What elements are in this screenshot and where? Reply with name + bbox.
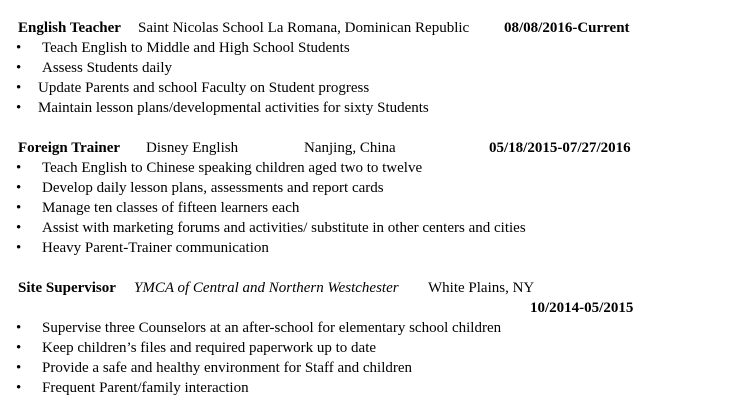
job-3-dates: 10/2014-05/2015 (530, 300, 634, 316)
bullet-icon: • (16, 320, 22, 336)
bullet-icon: • (16, 60, 22, 76)
job-1-employer: Saint Nicolas School La Romana, Dominican Republic (138, 20, 470, 36)
bullet-icon: • (16, 220, 22, 236)
bullet-icon: • (16, 360, 22, 376)
resume-experience-section: English Teacher Saint Nicolas School La Romana, Dominican Republic 08/08/2016-Current • Teach English to Middle and High School Students • Assess Students daily • Update Parents and school Faculty on Student progress • Maintain lesson plans/developmental activities for sixty Students Foreign Trainer Disney English Nanjing, China 05/18/2015-07/27/2016 • Teach English to Chinese speaking children aged two to twelve • Develop daily lesson plans, assessments and report cards • Manage ten classes of fifteen learners each • Assist with marketing forums and activities/ substitute in other centers and cities • Heavy Parent-Trainer communication Site Supervisor YMCA of Central and Northern Westchester White Plains, NY 10/2014-05/2015 • Supervise three Counselors at an after-school for elementary school children • Keep children’s files and required paperwork up to date • Provide a safe and healthy environment for Staff and children • Frequent Parent/family interaction (16, 20, 634, 396)
bullet-icon: • (16, 380, 22, 396)
job-3-title: Site Supervisor (18, 280, 116, 296)
job-1-dates: 08/08/2016-Current (504, 20, 630, 36)
bullet-icon: • (16, 40, 22, 56)
bullet-icon: • (16, 180, 22, 196)
job-1-title: English Teacher (18, 20, 121, 36)
job-1-header (18, 18, 121, 38)
bullet-icon: • (16, 200, 22, 216)
bullet-icon: • (16, 340, 22, 356)
bullet-icon: • (16, 100, 22, 116)
job-2-title: Foreign Trainer (18, 140, 121, 156)
job-3-employer: YMCA of Central and Northern Westchester (134, 280, 399, 296)
job-2-employer: Disney English (146, 140, 239, 156)
bullet-icon: • (16, 160, 22, 176)
job-2-location: Nanjing, China (304, 140, 396, 156)
bullet-icon: • (16, 80, 22, 96)
bullet-icon: • (16, 240, 22, 256)
job-3-location: White Plains, NY (428, 280, 535, 296)
job-2-dates: 05/18/2015-07/27/2016 (489, 140, 631, 156)
